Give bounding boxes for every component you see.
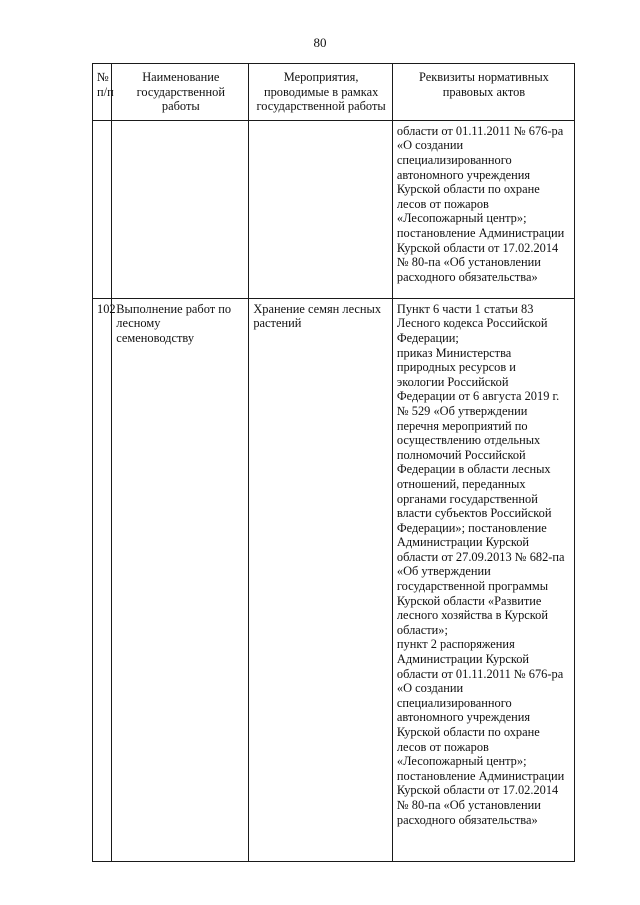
acts-line: осуществлению отдельных bbox=[396, 433, 541, 448]
acts-line: Курской области по охране bbox=[396, 182, 540, 197]
acts-line: специализированного bbox=[396, 152, 512, 167]
acts-line: № 529 «Об утверждении bbox=[396, 403, 528, 418]
acts-line: Администрации Курской bbox=[396, 652, 530, 667]
table-header-row bbox=[93, 64, 575, 121]
acts-line: области»; bbox=[396, 622, 448, 637]
acts-line: Федерации в области лесных bbox=[396, 462, 551, 477]
header-num-line: п/п bbox=[97, 84, 114, 99]
page-number: 80 bbox=[313, 35, 327, 50]
acts-line: пункт 2 распоряжения bbox=[396, 637, 515, 652]
header-name bbox=[112, 64, 249, 121]
acts-line: Федерации от 6 августа 2019 г. bbox=[396, 389, 560, 404]
header-activities-line: государственной работы bbox=[256, 99, 386, 114]
name-line: лесному bbox=[116, 316, 161, 331]
acts-line: власти субъектов Российской bbox=[396, 506, 552, 521]
acts-line: Федерации; bbox=[396, 330, 459, 345]
acts-line: лесного хозяйства в Курской bbox=[396, 608, 548, 623]
acts-line: Курской области от 17.02.2014 bbox=[396, 783, 559, 798]
acts-line: полномочий Российской bbox=[396, 447, 526, 462]
cell-activities-102 bbox=[249, 298, 393, 861]
acts-line: «О создании bbox=[396, 138, 464, 153]
header-num-line: № bbox=[97, 70, 109, 84]
cell-name-102 bbox=[112, 298, 249, 861]
acts-line: государственной программы bbox=[396, 579, 549, 594]
cell-acts-continuation bbox=[392, 120, 574, 298]
activities-line: Хранение семян лесных bbox=[253, 301, 382, 316]
acts-line: «О создании bbox=[396, 681, 464, 696]
cell-name-empty bbox=[112, 120, 249, 298]
header-acts-line: правовых актов bbox=[442, 84, 526, 99]
acts-line: области от 01.11.2011 № 676-ра bbox=[396, 123, 564, 138]
acts-line: расходного обязательства» bbox=[396, 812, 538, 827]
name-line: семеноводству bbox=[116, 330, 195, 345]
acts-line: отношений, переданных bbox=[396, 476, 526, 491]
activities-line: растений bbox=[253, 316, 302, 331]
acts-line: автономного учреждения bbox=[396, 167, 531, 182]
acts-line: экологии Российской bbox=[396, 374, 509, 389]
acts-line: постановление Администрации bbox=[396, 225, 565, 240]
acts-line: лесов от пожаров bbox=[396, 739, 489, 754]
header-num bbox=[93, 64, 112, 121]
acts-line: специализированного bbox=[396, 695, 512, 710]
acts-line: области от 27.09.2013 № 682-па bbox=[396, 549, 565, 564]
acts-line: Курской области от 17.02.2014 bbox=[396, 240, 559, 255]
header-acts-line: Реквизиты нормативных bbox=[418, 70, 549, 84]
header-activities-line: проводимые в рамках bbox=[263, 84, 379, 99]
acts-line: Пункт 6 части 1 статьи 83 bbox=[396, 301, 534, 316]
name-line: Выполнение работ по bbox=[116, 301, 232, 316]
regulatory-table bbox=[92, 63, 575, 862]
header-name-line: работы bbox=[161, 99, 200, 114]
acts-line: Федерации»; постановление bbox=[396, 520, 547, 535]
acts-line: Курской области «Развитие bbox=[396, 593, 542, 608]
acts-line: «Лесопожарный центр»; bbox=[396, 754, 527, 769]
table-row-102 bbox=[93, 298, 575, 861]
cell-num-102: 102 bbox=[93, 298, 112, 861]
acts-line: № 80-па «Об установлении bbox=[396, 797, 541, 812]
cell-acts-102 bbox=[392, 298, 574, 861]
acts-line: «Об утверждении bbox=[396, 564, 491, 579]
cell-activities-empty bbox=[249, 120, 393, 298]
acts-line: «Лесопожарный центр»; bbox=[396, 211, 527, 226]
acts-line: перечня мероприятий по bbox=[396, 418, 528, 433]
acts-line: приказ Министерства bbox=[396, 345, 512, 360]
acts-line: Курской области по охране bbox=[396, 725, 540, 739]
header-acts bbox=[392, 64, 574, 121]
acts-line: Администрации Курской bbox=[396, 535, 530, 550]
acts-line: лесов от пожаров bbox=[396, 196, 489, 211]
acts-line: природных ресурсов и bbox=[396, 360, 516, 375]
acts-line: № 80-па «Об установлении bbox=[396, 255, 541, 270]
acts-line: автономного учреждения bbox=[396, 710, 531, 725]
header-name-line: государственной bbox=[136, 84, 225, 99]
header-name-line: Наименование bbox=[142, 70, 220, 84]
acts-line: области от 01.11.2011 № 676-ра bbox=[396, 666, 564, 681]
table-row-continuation bbox=[93, 120, 575, 298]
acts-line: органами государственной bbox=[396, 491, 538, 506]
acts-line: постановление Администрации bbox=[396, 768, 565, 783]
header-activities-line: Мероприятия, bbox=[283, 70, 359, 84]
acts-line: Лесного кодекса Российской bbox=[396, 316, 548, 331]
acts-line: расходного обязательства» bbox=[396, 269, 538, 284]
cell-num-empty bbox=[93, 120, 112, 298]
header-activities bbox=[249, 64, 393, 121]
